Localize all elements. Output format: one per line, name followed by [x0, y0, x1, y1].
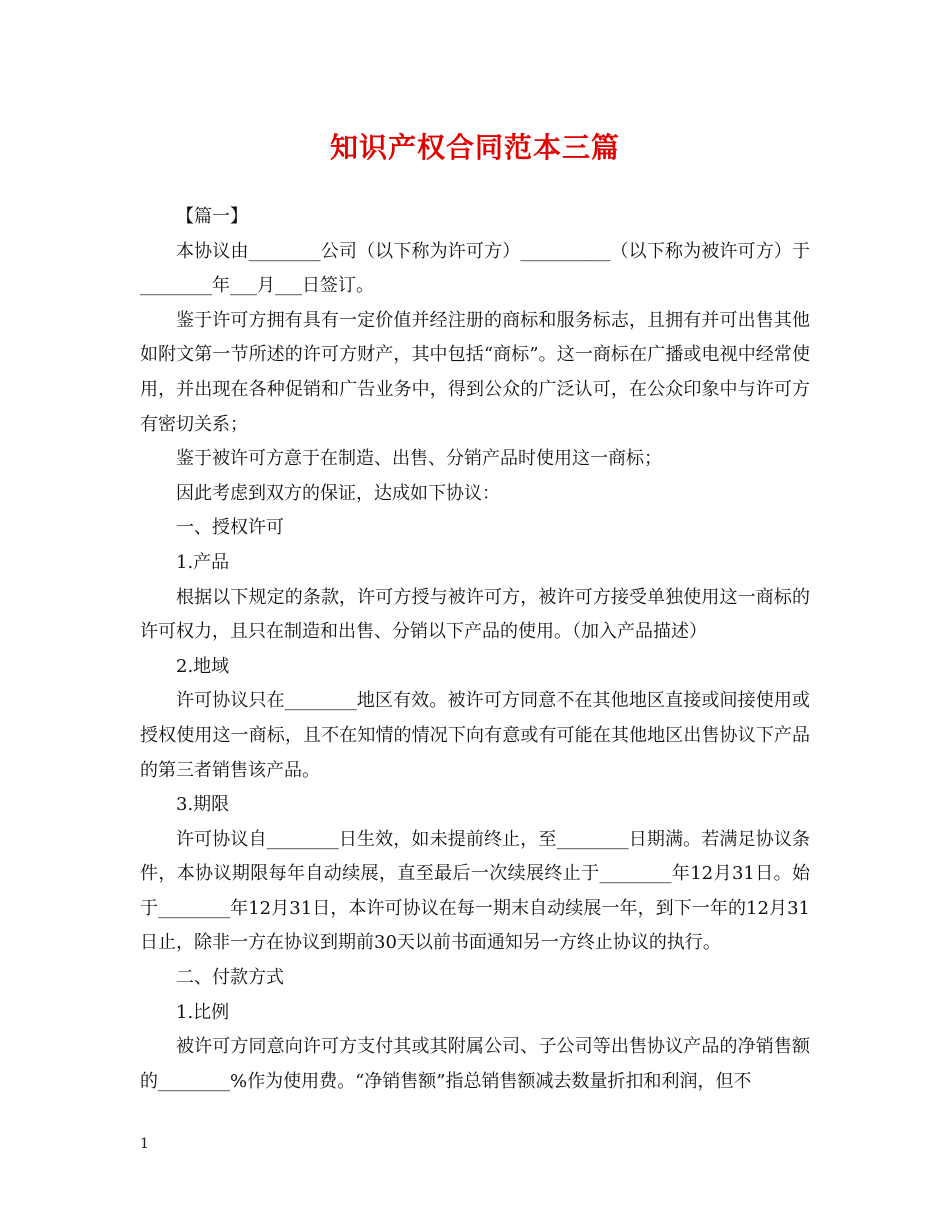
subclause-heading: 3.期限 — [176, 794, 230, 816]
paragraph: 许可协议自________日生效，如未提前终止，至________日期满。若满足协议条件，本协议期限每年自动续展，直至最后一次续展终止于________年12月31日。始于________年12月31日，本许可协议在每一期末自动续展一年，到下一年的12月31日止，除非一方在协议到期前30天以前书面通知另一方终止协议的执行。 — [140, 828, 810, 954]
paragraph: 因此考虑到双方的保证，达成如下协议： — [176, 482, 500, 504]
clause-heading: 二、付款方式 — [176, 967, 284, 989]
section-heading: 【篇一】 — [176, 206, 248, 227]
paragraph: 鉴于许可方拥有具有一定价值并经注册的商标和服务标志，且拥有并可出售其他如附文第一节所述的许可方财产，其中包括“商标”。这一商标在广播或电视中经常使用，并出现在各种促销和广告业务中，得到公众的广泛认可，在公众印象中与许可方有密切关系； — [140, 309, 810, 435]
document-title: 知识产权合同范本三篇 — [329, 131, 620, 164]
page-number: 1 — [140, 1136, 149, 1152]
subclause-heading: 1.产品 — [176, 551, 230, 573]
paragraph: 本协议由________公司（以下称为许可方）__________（以下称为被许可方）于________年___月___日签订。 — [140, 240, 810, 297]
clause-heading: 一、授权许可 — [176, 517, 284, 539]
paragraph: 鉴于被许可方意于在制造、出售、分销产品时使用这一商标； — [176, 448, 662, 470]
paragraph: 根据以下规定的条款，许可方授与被许可方，被许可方接受单独使用这一商标的许可权力，且只在制造和出售、分销以下产品的使用。（加入产品描述） — [140, 586, 810, 643]
paragraph: 许可协议只在________地区有效。被许可方同意不在其他地区直接或间接使用或授权使用这一商标，且不在知情的情况下向有意或有可能在其他地区出售协议下产品的第三者销售该产品。 — [140, 690, 810, 781]
subclause-heading: 1.比例 — [176, 1001, 230, 1023]
subclause-heading: 2.地域 — [176, 655, 230, 677]
paragraph: 被许可方同意向许可方支付其或其附属公司、子公司等出售协议产品的净销售额的________%作为使用费。“净销售额”指总销售额减去数量折扣和利润，但不 — [140, 1036, 810, 1092]
document-body — [140, 200, 810, 1099]
